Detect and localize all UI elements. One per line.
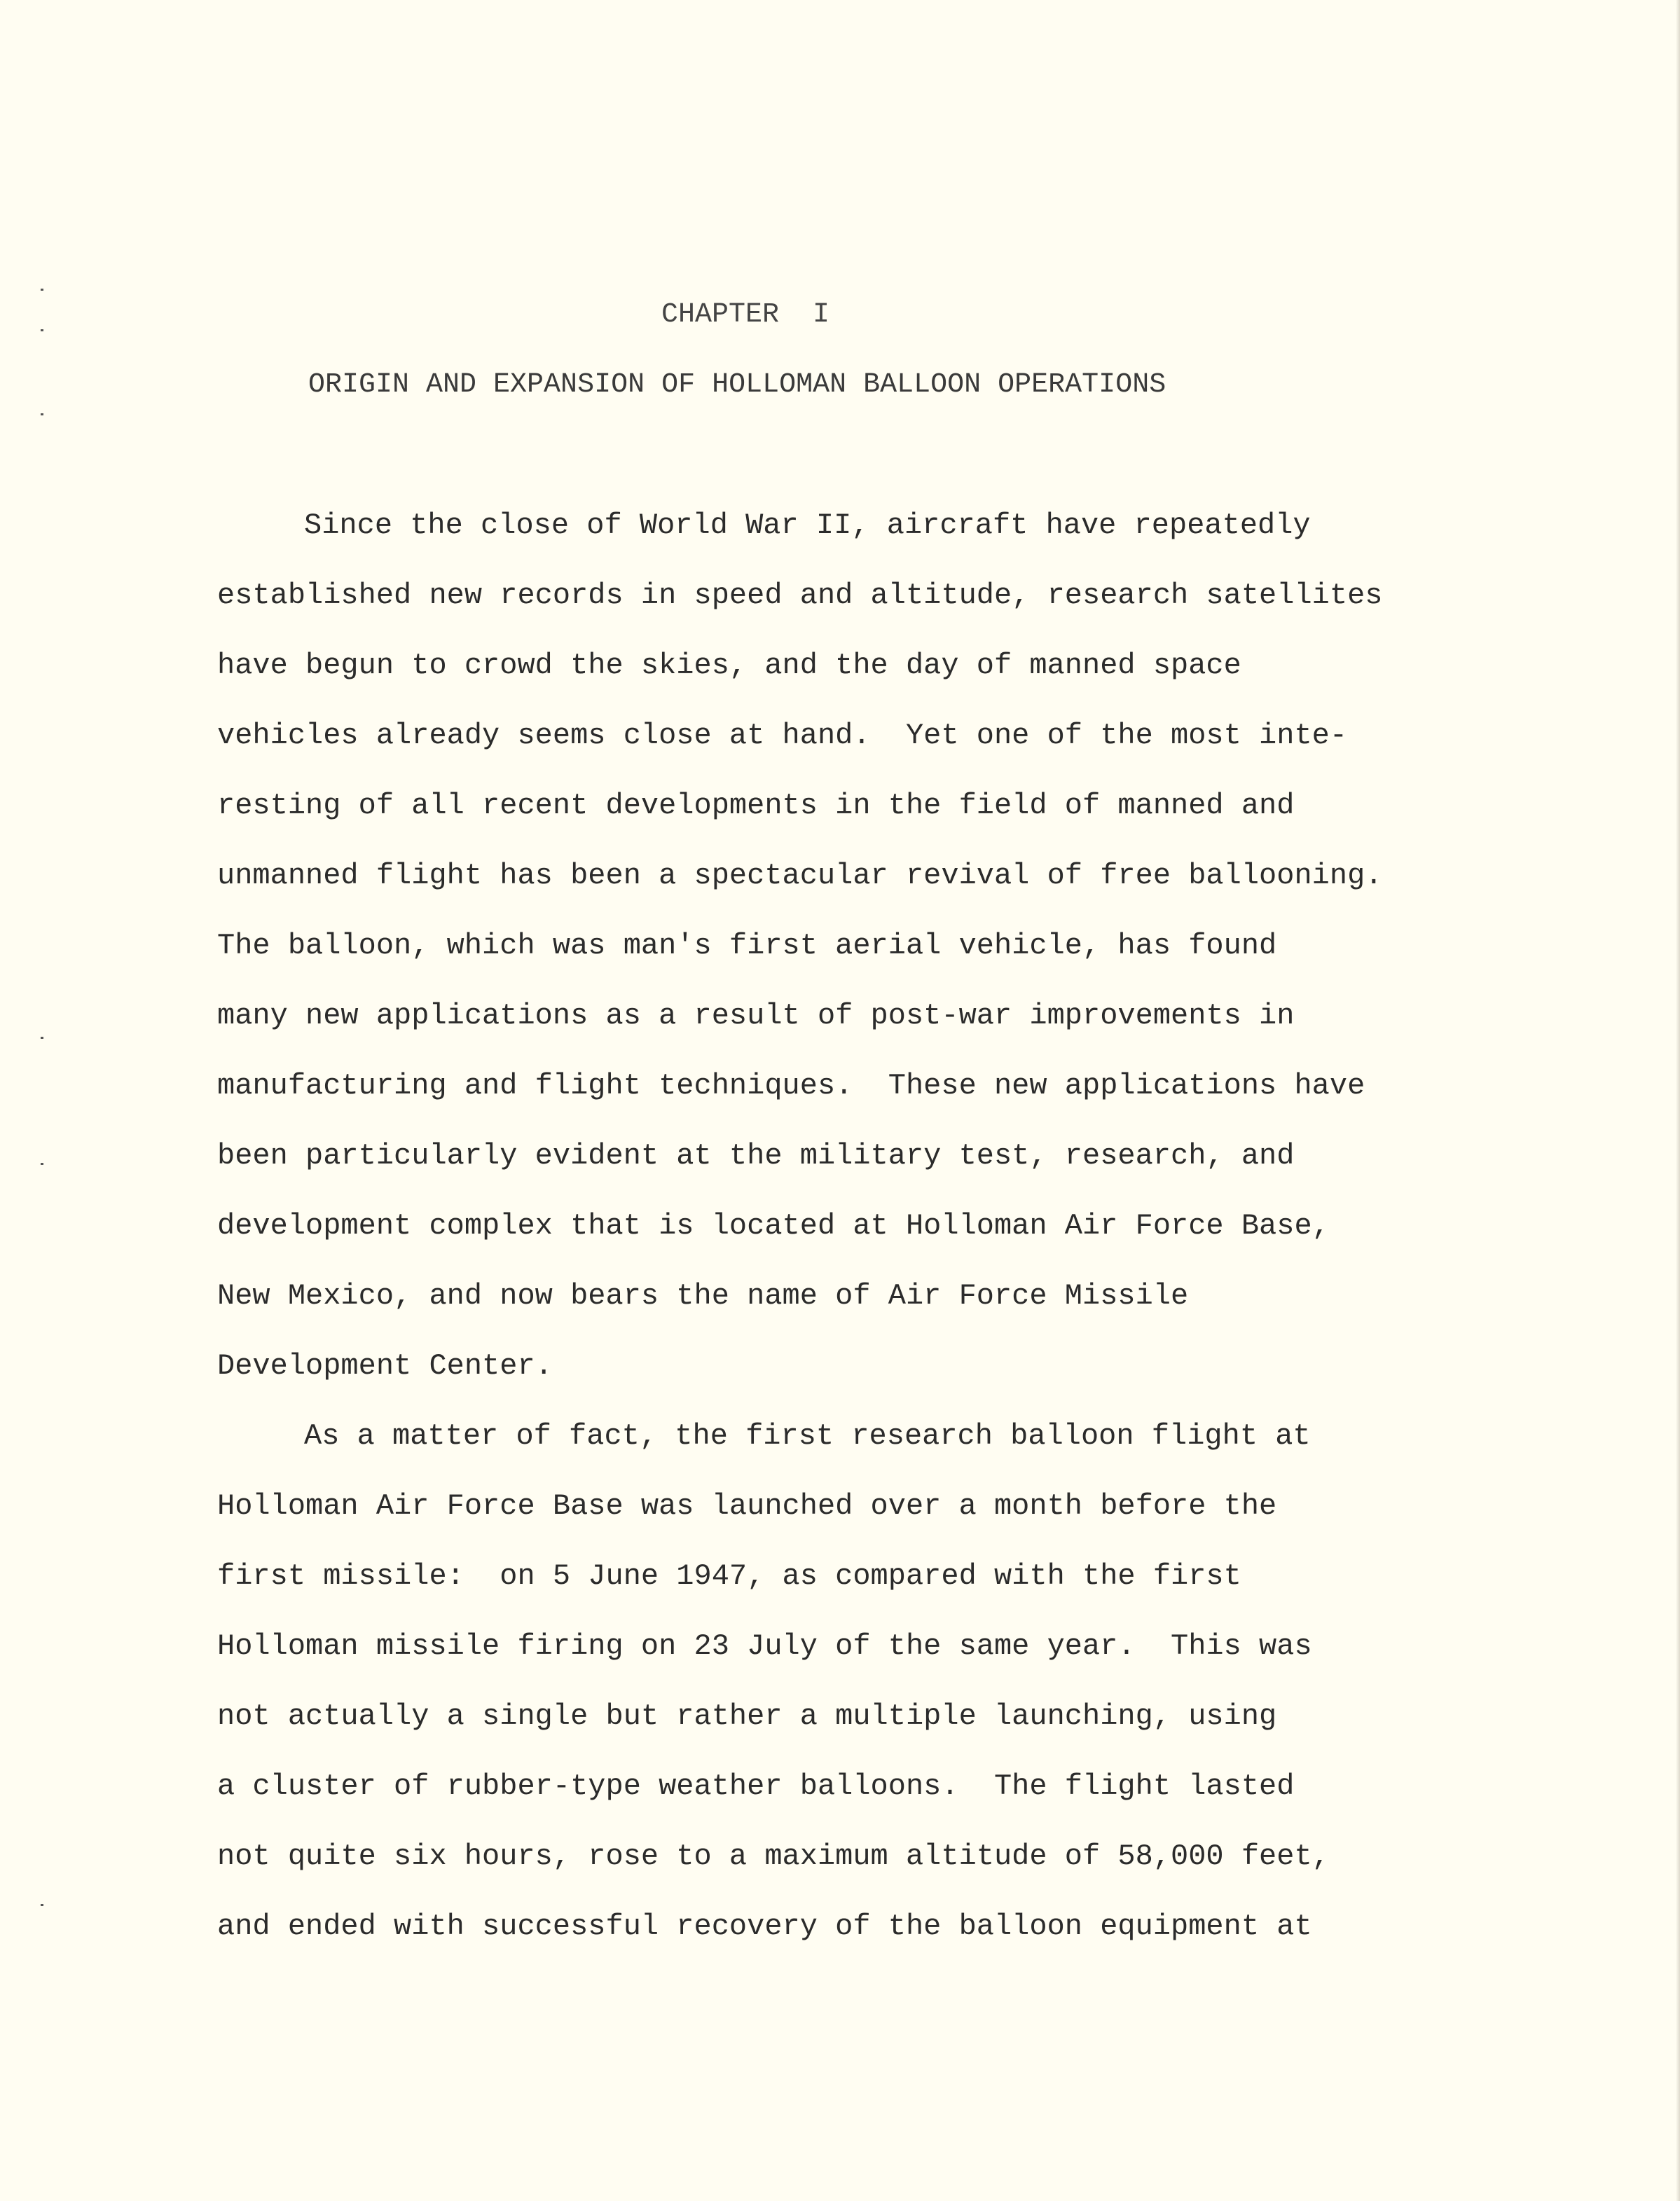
text-line: have begun to crowd the skies, and the day of manned space bbox=[217, 649, 1241, 682]
text-line: vehicles already seems close at hand. Yet one of the most inte- bbox=[217, 719, 1348, 752]
text-line: not actually a single but rather a multiple launching, using bbox=[217, 1699, 1277, 1733]
text-line: As a matter of fact, the first research balloon flight at bbox=[304, 1419, 1311, 1453]
text-line: first missile: on 5 June 1947, as compared with the first bbox=[217, 1559, 1241, 1593]
text-line: a cluster of rubber-type weather balloons. The flight lasted bbox=[217, 1769, 1295, 1803]
text-line: The balloon, which was man's first aerial vehicle, has found bbox=[217, 929, 1277, 962]
text-line: Development Center. bbox=[217, 1349, 553, 1383]
chapter-title: ORIGIN AND EXPANSION OF HOLLOMAN BALLOON OPERATIONS bbox=[308, 369, 1166, 401]
chapter-heading: CHAPTER I bbox=[661, 299, 830, 331]
text-line: many new applications as a result of post-war improvements in bbox=[217, 999, 1295, 1033]
text-line: been particularly evident at the military test, research, and bbox=[217, 1139, 1295, 1173]
scan-speck bbox=[41, 329, 43, 331]
scan-speck bbox=[41, 413, 43, 415]
text-line: manufacturing and flight techniques. These new applications have bbox=[217, 1069, 1365, 1103]
text-line: Holloman missile firing on 23 July of the same year. This was bbox=[217, 1629, 1312, 1663]
text-line: development complex that is located at Holloman Air Force Base, bbox=[217, 1209, 1330, 1243]
text-line: not quite six hours, rose to a maximum altitude of 58,000 feet, bbox=[217, 1840, 1330, 1873]
text-line: resting of all recent developments in the field of manned and bbox=[217, 789, 1295, 822]
scan-speck bbox=[41, 289, 43, 291]
text-line: unmanned flight has been a spectacular revival of free ballooning. bbox=[217, 859, 1383, 892]
text-line: and ended with successful recovery of the balloon equipment at bbox=[217, 1910, 1312, 1943]
text-line: Holloman Air Force Base was launched over a month before the bbox=[217, 1489, 1277, 1523]
text-line: New Mexico, and now bears the name of Air Force Missile bbox=[217, 1279, 1189, 1313]
text-line: established new records in speed and altitude, research satellites bbox=[217, 579, 1383, 612]
body-text bbox=[0, 490, 1680, 1961]
text-line: Since the close of World War II, aircraft have repeatedly bbox=[304, 509, 1311, 542]
